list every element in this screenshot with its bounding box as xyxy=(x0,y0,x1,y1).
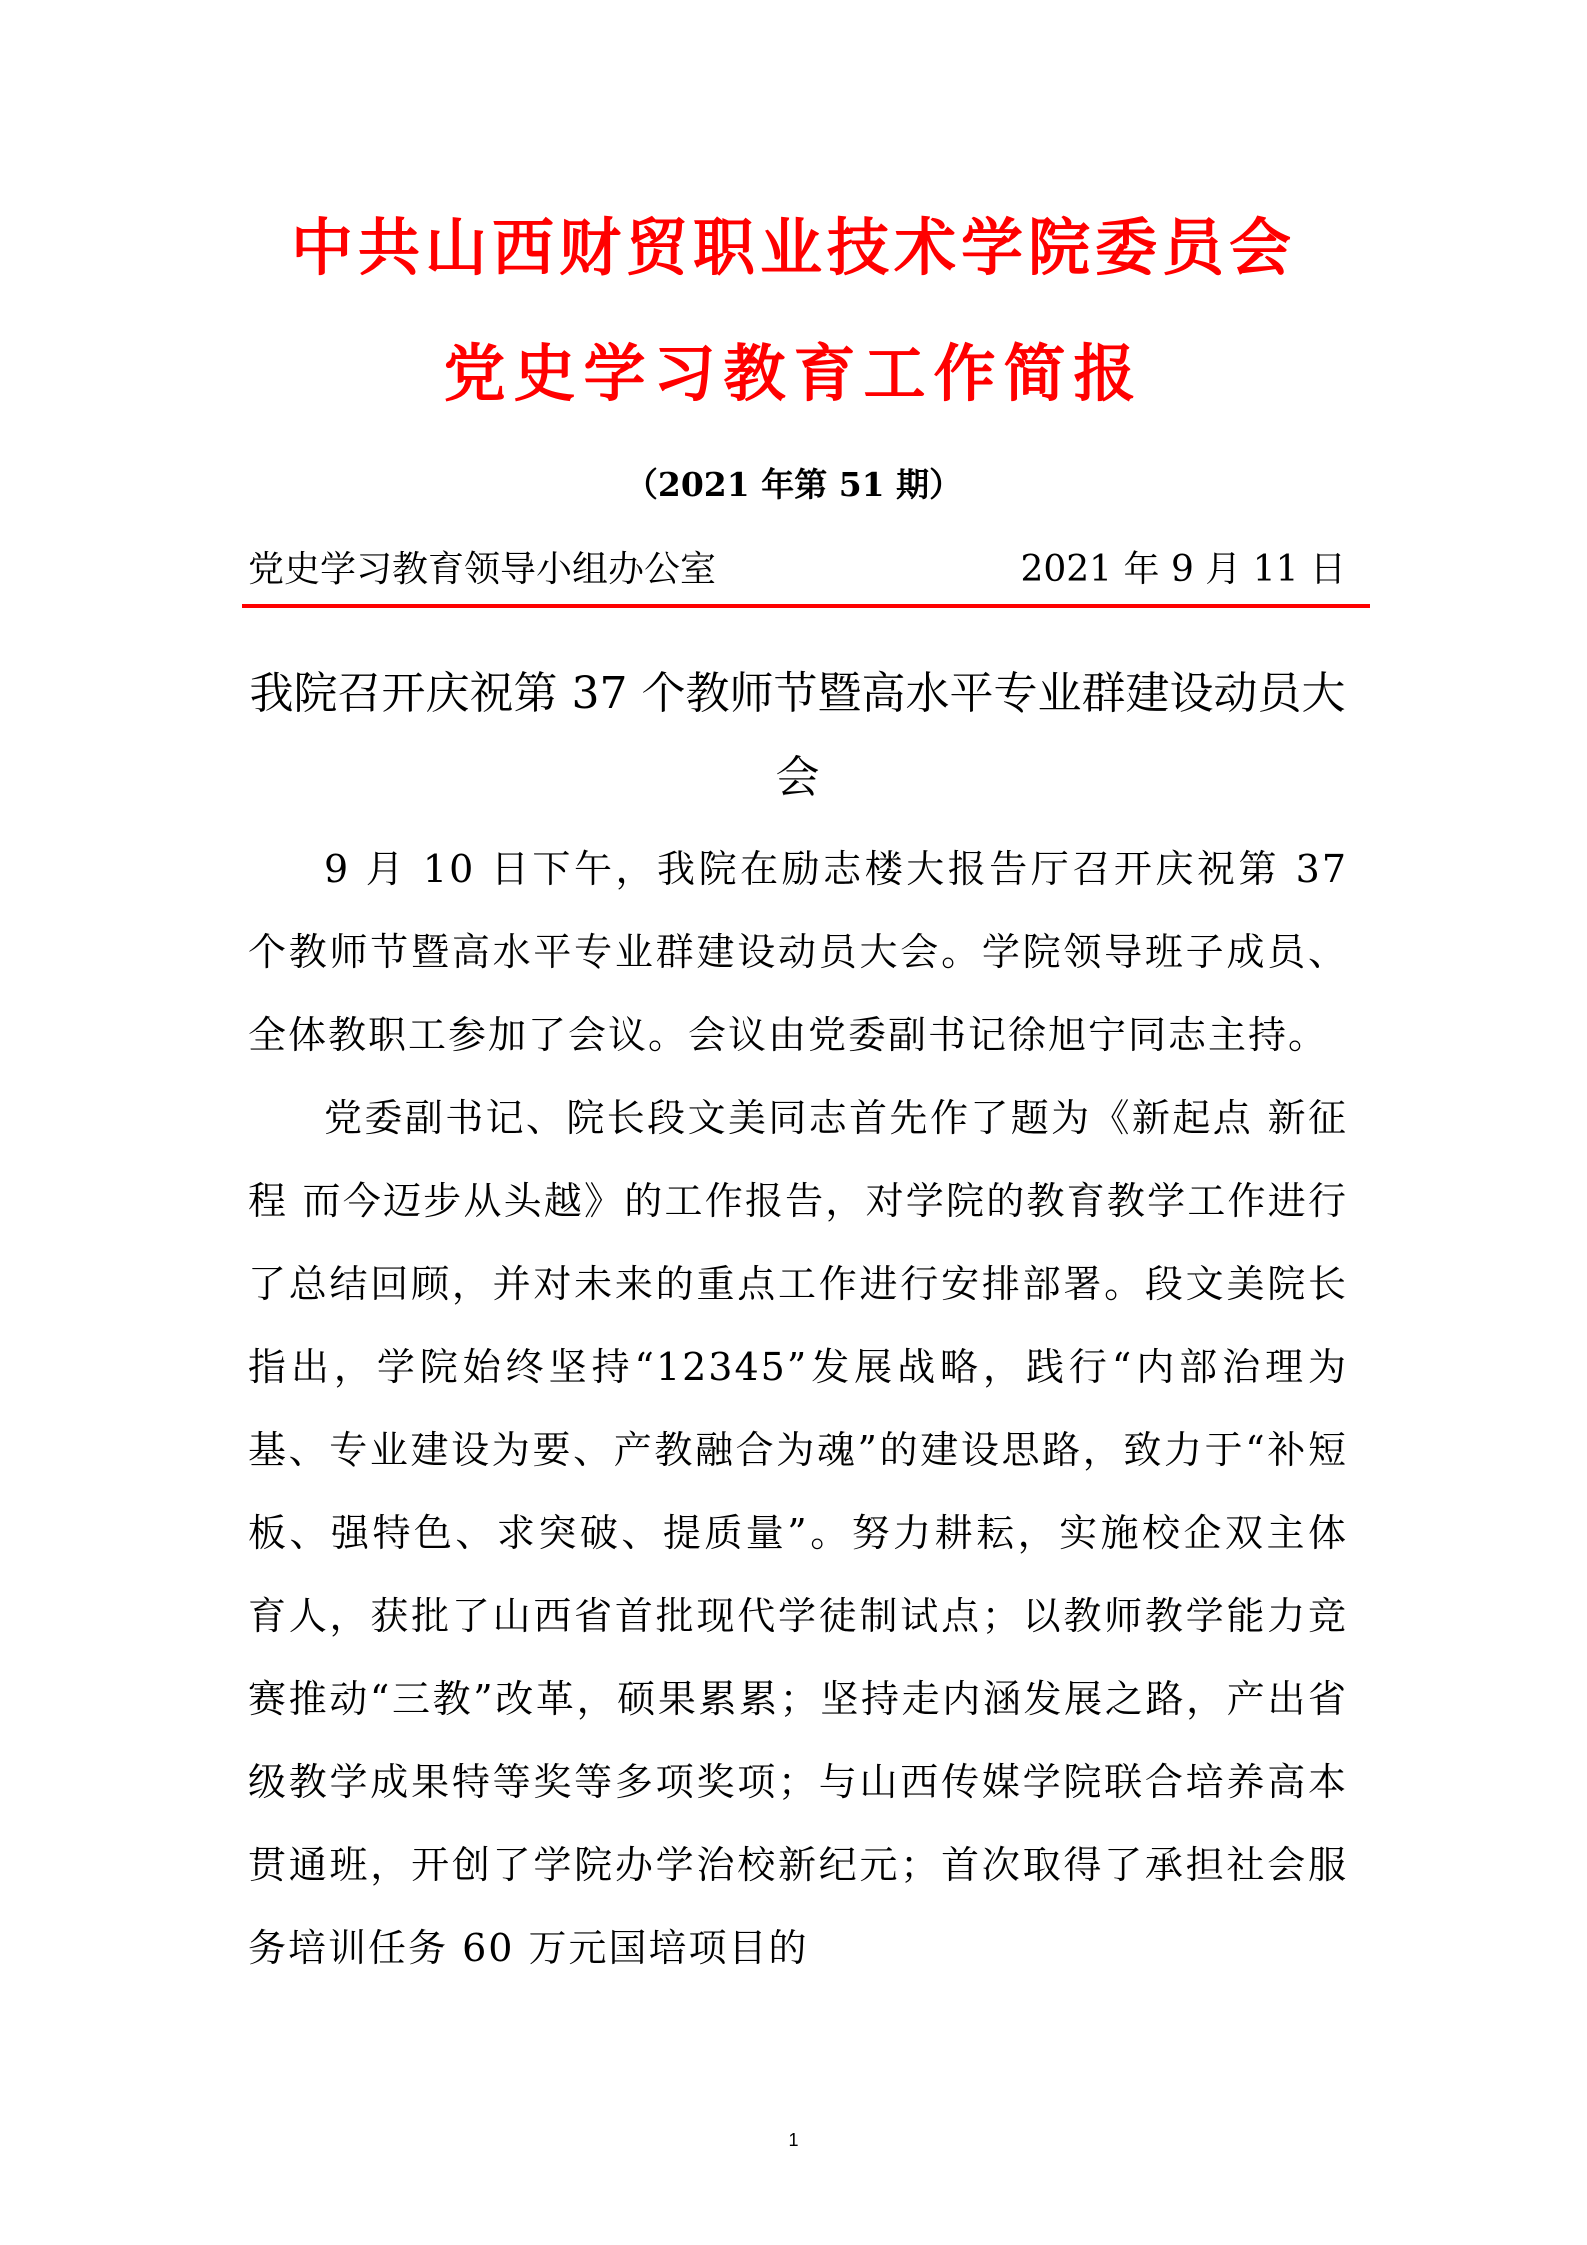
issue-date: 2021 年 9 月 11 日 xyxy=(1020,549,1346,590)
article-paragraph: 9 月 10 日下午，我院在励志楼大报告厅召开庆祝第 37 个教师节暨高水平专业群建设动员大会。学院领导班子成员、全体教职工参加了会议。会议由党委副书记徐旭宁同志主持。 xyxy=(248,847,1348,1057)
red-divider-rule xyxy=(242,604,1370,608)
page-number: 1 xyxy=(788,2130,799,2150)
masthead-bulletin-title: 党史学习教育工作简报 xyxy=(443,337,1144,410)
article-paragraph: 党委副书记、院长段文美同志首先作了题为《新起点 新征程 而今迈步从头越》的工作报告，对学院的教育教学工作进行了总结回顾，并对未来的重点工作进行安排部署。段文美院长指出，学院始终坚持“12345”发展战略，践行“内部治理为基、专业建设为要、产教融合为魂”的建设思路，致力于“补短板、强特色、求突破、提质量”。努力耕耘，实施校企双主体育人，获批了山西省首批现代学徒制试点；以教师教学能力竞赛推动“三教”改革，硕果累累；坚持走内涵发展之路，产出省级教学成果特等奖等多项奖项；与山西传媒学院联合培养高本贯通班，开创了学院办学治校新纪元；首次取得了承担社会服务培训任务 60 万元国培项目的 xyxy=(248,1096,1348,1970)
article-body xyxy=(248,828,1348,1990)
masthead-organization: 中共山西财贸职业技术学院委员会 xyxy=(290,211,1296,284)
issue-number: （2021 年第 51 期） xyxy=(624,465,963,504)
article-title: 我院召开庆祝第 37 个教师节暨高水平专业群建设动员大会 xyxy=(249,668,1346,803)
masthead-meta-row xyxy=(248,542,1346,598)
issuer-office: 党史学习教育领导小组办公室 xyxy=(248,549,717,590)
